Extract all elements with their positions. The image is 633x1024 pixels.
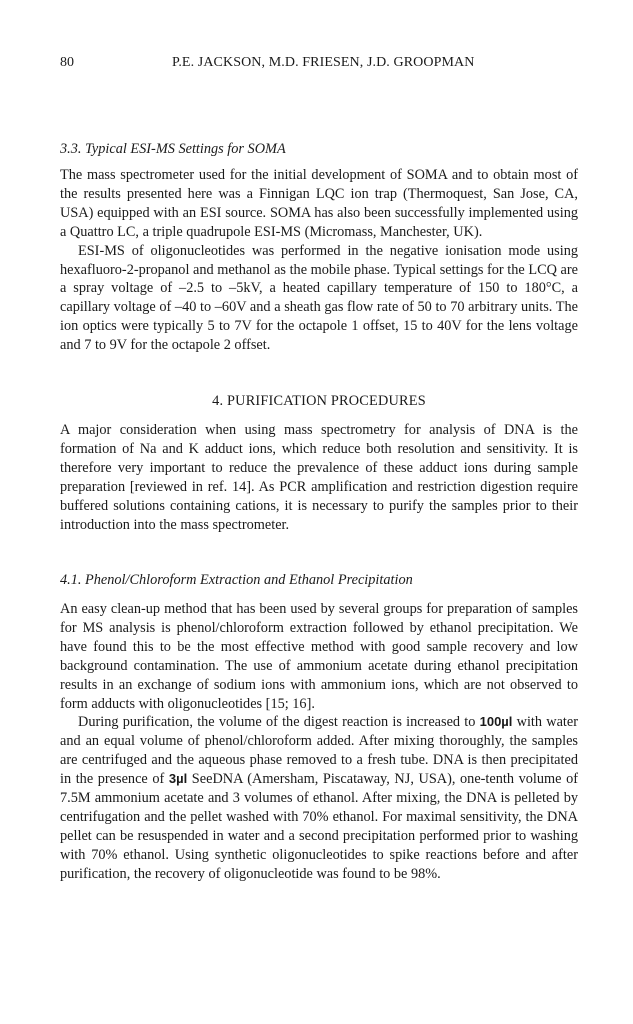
paragraph-text: During purification, the volume of the digest reaction is increased to xyxy=(78,714,480,731)
paragraph: An easy clean-up method that has been used by several groups for preparation of samples for MS analysis is phenol/chloroform extraction followed by ethanol precipitation. We have found this to be the most effective method with good sample recovery and low background contamination. The use of ammonium acetate during ethanol precipitation results in an exchange of sodium ions with ammonium ions, which are not observed to form adducts with oligonucleotides [15; 16]. xyxy=(60,601,578,712)
section-4-1-body xyxy=(60,600,578,884)
subsection-title-4-1: 4.1. Phenol/Chloroform Extraction and Ethanol Precipitation xyxy=(60,572,413,588)
paragraph: ESI-MS of oligonucleotides was performed in the negative ionisation mode using hexafluoro-2-propanol and methanol as the mobile phase. Typical settings for the LCQ are a spray voltage of –2.5 to –5kV, a heated capillary temperature of 150 to 180°C, a capillary voltage of –40 to –60V and a sheath gas flow rate of 50 to 70 arbitrary units. The ion optics were typically 5 to 7V for the octapole 1 offset, 15 to 40V for the lens voltage and 7 to 9V for the octapole 2 offset. xyxy=(60,242,578,354)
section-title-4: 4. PURIFICATION PROCEDURES xyxy=(212,393,426,409)
volume-value: 100µl xyxy=(479,714,513,730)
section-4-body xyxy=(60,421,578,534)
section-3-3-body xyxy=(60,166,578,355)
paragraph: A major consideration when using mass spectrometry for analysis of DNA is the formation of Na and K adduct ions, which reduce both resolution and sensitivity. It is therefore very important to reduce the prevalence of these adduct ions during sample preparation [reviewed in ref. 14]. As PCR amplification and restriction digestion require buffered solutions containing cations, it is necessary to purify the samples prior to their introduction into the mass spectrometer. xyxy=(60,422,578,533)
volume-value: 3µl xyxy=(168,771,188,787)
page-number: 80 xyxy=(60,55,74,70)
paragraph xyxy=(60,713,578,883)
running-head-authors xyxy=(172,54,474,72)
authors-prefix: P.E. J xyxy=(172,55,204,70)
paragraph: The mass spectrometer used for the initial development of SOMA and to obtain most of the results presented here was a Finnigan LQC ion trap (Thermoquest, San Jose, CA, USA) equipped with an ESI source. SOMA has also been successfully implemented using a Quattro LC, a triple quadrupole ESI-MS (Micromass, Manchester, UK). xyxy=(60,167,578,240)
paragraph-text: with water and an equal volume of phenol/chloroform added. After mixing thoroughly, the samples are centrifuged and the aqueous phase removed to a fresh tube. DNA is then precipitated in the presence of xyxy=(60,714,578,788)
paragraph-text: SeeDNA (Amersham, Piscataway, NJ, USA), one-tenth volume of 7.5M ammonium acetate and 3 volumes of ethanol. After mixing, the DNA is pelleted by centrifugation and the pellet washed with 70% ethanol. For maximal sensitivity, the DNA pellet can be resuspended in water and a second precipitation performed prior to washing with 70% ethanol. Using synthetic oligonucleotides to spike reactions before and after purification, the recovery of oligonucleotide was found to be 98%. xyxy=(60,771,578,882)
authors-smallcaps: ACKSON, M.D. FRIESEN, J.D. GROOPMAN xyxy=(203,55,475,70)
subsection-title-3-3: 3.3. Typical ESI-MS Settings for SOMA xyxy=(60,141,286,157)
